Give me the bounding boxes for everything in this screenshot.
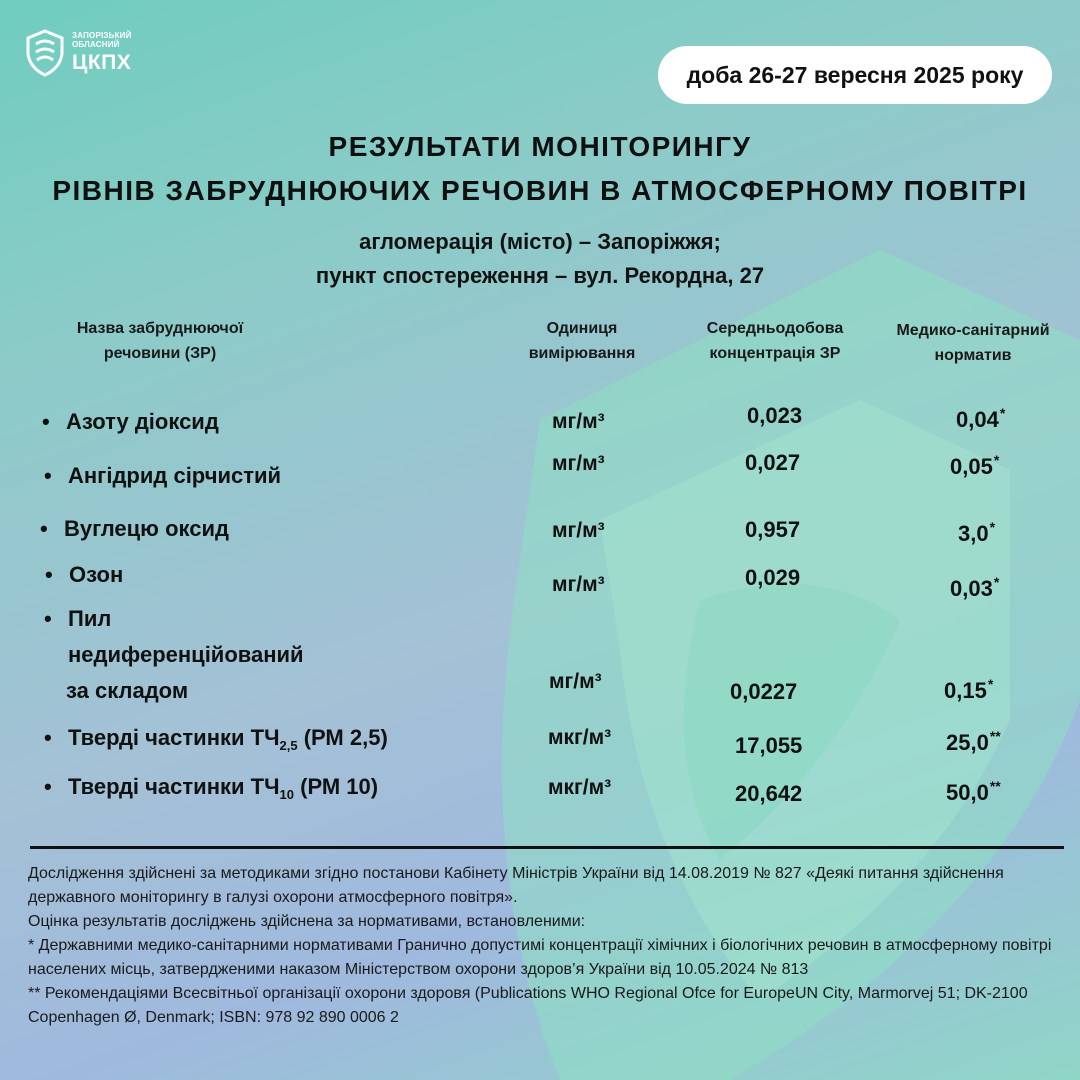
column-header-unit-line1: Одиниця xyxy=(546,320,618,337)
pollutant-name-text: Тверді частинки ТЧ xyxy=(68,725,280,750)
bullet-icon: • xyxy=(44,774,52,799)
footnote-single-star: * Державними медико-санітарними нормативами Гранично допустимі концентрації хімічних і біологічних речовин в атмосферному повітрі населених місць, затвердженими наказом Міністерством охорони здоров’я України від 10.05.2024 № 813 xyxy=(28,937,1052,978)
norm-footnote-mark: ** xyxy=(989,728,1001,744)
norm-number: 25,0 xyxy=(946,730,989,755)
norm-value xyxy=(956,405,1005,433)
column-header-norm xyxy=(868,318,1078,368)
bullet-icon: • xyxy=(42,409,50,434)
concentration-value: 0,0227 xyxy=(730,679,798,704)
bullet-icon: • xyxy=(40,516,48,541)
pollutant-name xyxy=(44,774,379,802)
pollutant-name-subscript: 10 xyxy=(279,787,294,802)
norm-value xyxy=(958,519,995,547)
norm-value xyxy=(946,778,1001,806)
column-header-pollutant-line1: Назва забруднюючої xyxy=(76,320,244,337)
logo-text-line1: ЗАПОРІЗЬКИЙ xyxy=(72,31,132,40)
bullet-icon: • xyxy=(44,463,52,488)
footnote-double-star: ** Рекомендаціями Всесвітньої організації охорони здоровя (Publications WHO Regional Ofce for EuropeUN City, Marmorvej 51; DK-2100 Copenhagen Ø, Denmark; ISBN: 978 92 890 0006 2 xyxy=(28,985,1028,1026)
column-header-concentration-line1: Середньодобова xyxy=(706,320,844,337)
unit-value: мг/м³ xyxy=(552,519,605,542)
pollutant-name-text: Ангідрид сірчистий xyxy=(68,463,282,488)
norm-value xyxy=(950,452,999,480)
pollutant-name-line1: Пил xyxy=(68,606,112,631)
concentration-value: 0,027 xyxy=(745,450,801,475)
footnote-assessment: Оцінка результатів досліджень здійснена за нормативами, встановленими: xyxy=(28,913,586,930)
norm-number: 0,04 xyxy=(956,407,999,432)
pollutant-name xyxy=(44,463,282,489)
norm-number: 0,15 xyxy=(944,678,987,703)
footnotes xyxy=(28,862,1058,1030)
column-header-pollutant-line2: речовини (ЗР) xyxy=(103,345,217,362)
page-title-line2: РІВНІВ ЗАБРУДНЮЮЧИХ РЕЧОВИН В АТМОСФЕРНОМУ ПОВІТРІ xyxy=(52,175,1028,206)
concentration-value: 17,055 xyxy=(735,733,803,758)
norm-footnote-mark: * xyxy=(993,452,1000,468)
concentration-value: 0,023 xyxy=(747,403,803,428)
date-badge: доба 26-27 вересня 2025 року xyxy=(658,46,1052,104)
unit-value: мг/м³ xyxy=(552,573,605,596)
logo-text-abbr: ЦКПХ xyxy=(72,51,132,74)
concentration-value: 0,957 xyxy=(745,517,801,542)
pollutant-name-text: Азоту діоксид xyxy=(66,409,219,434)
pollutant-name-text: Вуглецю оксид xyxy=(64,516,229,541)
organization-logo xyxy=(22,28,142,78)
norm-number: 3,0 xyxy=(958,521,989,546)
column-header-unit xyxy=(502,316,662,366)
subtitle-observation-point: пункт спостереження – вул. Рекордна, 27 xyxy=(315,263,765,288)
bullet-icon: • xyxy=(45,562,53,587)
column-header-concentration-line2: концентрація ЗР xyxy=(709,345,841,362)
pollutant-name-suffix: (РМ 2,5) xyxy=(297,725,388,750)
divider xyxy=(30,846,1064,849)
pollutant-name-suffix: (РМ 10) xyxy=(294,774,379,799)
column-header-norm-line1: Медико-санітарний xyxy=(896,322,1050,339)
column-header-concentration xyxy=(680,316,870,366)
bullet-icon: • xyxy=(44,606,52,631)
norm-value xyxy=(946,728,1001,756)
shield-emblem-icon xyxy=(22,28,68,78)
norm-footnote-mark: * xyxy=(999,405,1006,421)
pollutant-name xyxy=(44,601,304,709)
unit-value: мкг/м³ xyxy=(548,776,612,799)
norm-value xyxy=(950,574,999,602)
norm-number: 0,05 xyxy=(950,454,993,479)
pollutant-name-line2: недиференційований xyxy=(68,642,304,667)
column-header-norm-line2: норматив xyxy=(934,347,1012,364)
footnote-methodology: Дослідження здійснені за методиками згідно постанови Кабінету Міністрів України від 14.08.2019 № 827 «Деякі питання здійснення державного моніторингу в галузі охорони атмосферного повітря». xyxy=(28,865,1004,906)
unit-value: мг/м³ xyxy=(552,452,605,475)
column-header-pollutant xyxy=(20,316,300,366)
subtitle-agglomeration: агломерація (місто) – Запоріжжя; xyxy=(359,229,721,254)
pollutant-name-subscript: 2,5 xyxy=(279,738,298,753)
norm-footnote-mark: ** xyxy=(989,778,1001,794)
column-header-unit-line2: вимірювання xyxy=(528,345,636,362)
pollutant-name xyxy=(44,725,388,753)
page-title-line1: РЕЗУЛЬТАТИ МОНІТОРИНГУ xyxy=(328,131,752,162)
unit-value: мг/м³ xyxy=(549,670,602,693)
pollutant-name-text: Тверді частинки ТЧ xyxy=(68,774,280,799)
pollutant-name-line3: за складом xyxy=(66,678,189,703)
norm-footnote-mark: * xyxy=(987,676,994,692)
norm-number: 0,03 xyxy=(950,576,993,601)
concentration-value: 0,029 xyxy=(745,565,801,590)
unit-value: мкг/м³ xyxy=(548,726,612,749)
bullet-icon: • xyxy=(44,725,52,750)
norm-footnote-mark: * xyxy=(993,574,1000,590)
concentration-value: 20,642 xyxy=(735,781,803,806)
pollutant-name xyxy=(42,409,219,435)
pollutant-name xyxy=(45,562,124,588)
norm-value xyxy=(944,676,993,704)
logo-text-line2: ОБЛАСНИЙ xyxy=(72,40,120,49)
pollutant-name-text: Озон xyxy=(69,562,124,587)
norm-footnote-mark: * xyxy=(989,519,996,535)
unit-value: мг/м³ xyxy=(552,410,605,433)
norm-number: 50,0 xyxy=(946,780,989,805)
pollutant-name xyxy=(40,516,229,542)
